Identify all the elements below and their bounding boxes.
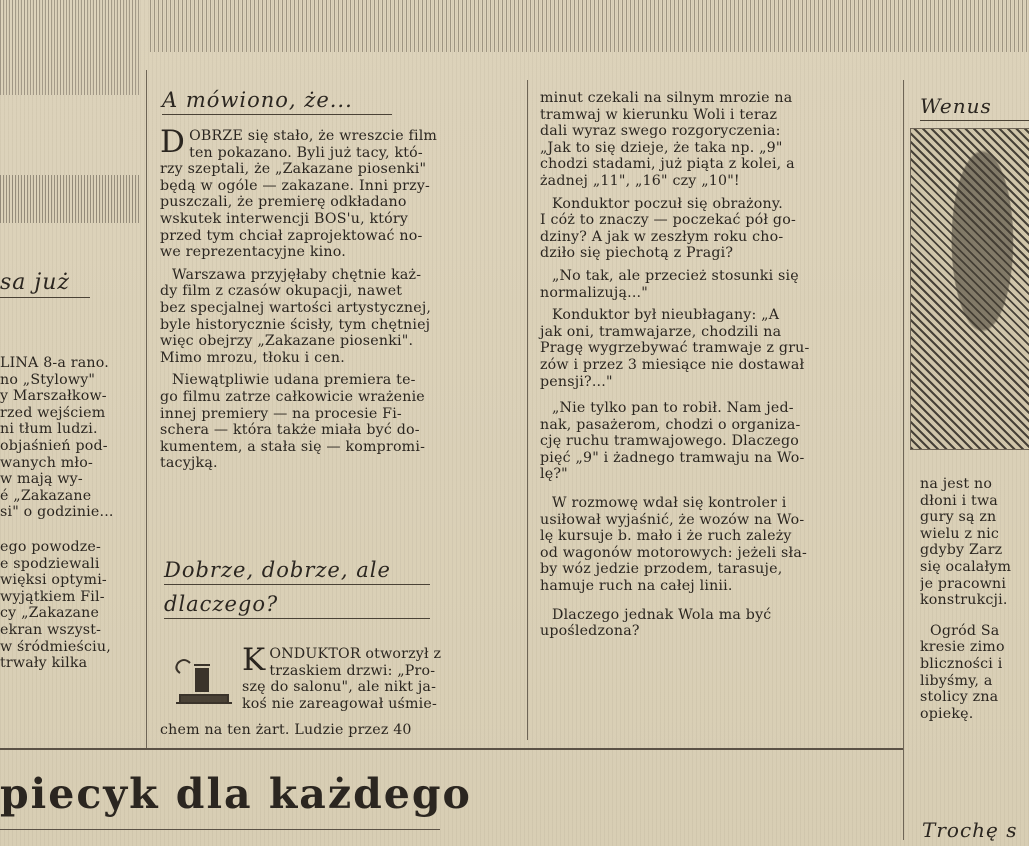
- top-hatched-band: [150, 0, 1029, 52]
- venus-illustration: [910, 128, 1029, 450]
- col3-paragraph-2: Konduktor poczuł się obrażony. I cóż to znaczy — poczekać pół go- dziny? A jak w zeszłym roku cho- dziło się piechotą z Pragi?: [540, 195, 796, 262]
- col2-article-2: [242, 642, 520, 712]
- col2-paragraph-4: [242, 642, 520, 712]
- col2-heading: A mówiono, że...: [162, 88, 392, 115]
- col3-paragraph-4: Konduktor był nieubłagany: „A jak oni, tramwajarze, chodzili na Pragę wygrzebywać tramwaje z gru- zów i przez 3 miesiące nie dostawał pensji?...": [540, 307, 810, 390]
- col3-paragraph-5: „Nie tylko pan to robił. Nam jed- nak, pasażerom, chodzi o organiza- cję ruchu tramwajowego. Dlaczego pięć „9" i żadnego tramwaju na Wo- lę?": [540, 400, 805, 483]
- col3-paragraph-3: „No tak, ale przecież stosunki się normalizują...": [540, 267, 799, 301]
- col4-heading-2: Trochę s: [922, 818, 1018, 842]
- col1-heading: sa już: [0, 270, 90, 298]
- col2-paragraph-4-text: ONDUKTOR otworzył z trzaskiem drzwi: „Pro- szę do salonu", ale nikt ja- koś nie zareagował uśmie-: [242, 646, 442, 712]
- col1-paragraph-1: LINA 8-a rano. no „Stylowy" y Marszałkow- rzed wejściem ni tłum ludzi. objaśnień pod- wanych mło- w mają wy- é „Zakazane si" o godzinie...: [0, 355, 114, 521]
- col3-article: [540, 90, 896, 640]
- col2-dropcap: D: [160, 124, 186, 160]
- column-rule-3: [903, 80, 904, 840]
- col4-heading: Wenus: [920, 94, 1029, 121]
- col3-paragraph-7: Dlaczego jednak Wola ma być upośledzona?: [540, 606, 772, 640]
- col3-paragraph-1: minut czekali na silnym mrozie na tramwaj w kierunku Woli i teraz dali wyraz swego rozgoryczenia: „Jak to się dzieje, że taka np. „9" chodzi stadami, już piąta z kolei, a żadnej „11", „16" czy „10"!: [540, 90, 795, 189]
- bottom-headline-underline: [0, 829, 440, 830]
- col2-paragraph-4-tail: chem na ten żart. Ludzie przez 40: [160, 722, 412, 738]
- bottom-headline: piecyk dla każdego: [0, 770, 472, 818]
- col4-paragraph-2: Ogród Sa kresie zimo bliczności i libyśmy, a stolicy zna opiekę.: [920, 622, 1005, 722]
- col1-article: [0, 355, 140, 725]
- col4-article: [920, 476, 1029, 776]
- col2-paragraph-2: Warszawa przyjęłaby chętnie każ- dy film z czasów okupacji, nawet bez specjalnej wartości artystycznej, byle historycznie ścisły, tym chętniej więc obejrzy „Zakazane piosenki". Mimo mrozu, tłoku i cen.: [160, 266, 432, 366]
- col2-article: [160, 124, 520, 472]
- col2-paragraph-1: [160, 124, 520, 261]
- col1-paragraph-2: ego powodze- e spodziewali więksi optymi- wyjątkiem Fil- cy „Zakazane ekran wszyst- w śródmieściu, trwały kilka: [0, 538, 111, 672]
- col2-heading2-line1: Dobrze, dobrze, ale: [164, 558, 430, 585]
- col4-paragraph-1: na jest no dłoni i twa gury są zn wielu z nic gdyby Zarz się ocalałym je pracowni konstrukcji.: [920, 476, 1012, 609]
- left-hatched-illustration: [0, 175, 140, 223]
- col2-dropcap-2: K: [242, 642, 266, 678]
- top-left-illustration: [0, 0, 140, 95]
- column-rule-1: [146, 70, 147, 750]
- col3-paragraph-6: W rozmowę wdał się kontroler i usiłował wyjaśnić, że wozów na Wo- lę kursuje b. mało i że ruch zależy od wagonów motorowych: jeżeli sła- by wóz jedzie przodem, tarasuje, hamuje ruch na całej linii.: [540, 495, 807, 595]
- col2-paragraph-1-text: OBRZE się stało, że wreszcie film ten pokazano. Byli już tacy, któ- rzy szeptali, że „Zakazane piosenki" będą w ogóle — zakazane. Inni przy- puszczali, że premierę odkładano wskutek interwencji BOS'u, który przed tym chciał zaprojektować no- we reprezentacyjne kino.: [160, 128, 438, 261]
- telephone-icon: [172, 655, 236, 710]
- col2-paragraph-3: Niewątpliwie udana premiera te- go filmu zatrze całkowicie wrażenie innej premiery — na procesie Fi- schera — która także miała być do- kumentem, a stała się — kompromi- tacyjką.: [160, 372, 426, 472]
- column-rule-2: [527, 80, 528, 740]
- bottom-rule: [0, 748, 903, 750]
- col2-heading2-line2: dlaczego?: [164, 592, 430, 619]
